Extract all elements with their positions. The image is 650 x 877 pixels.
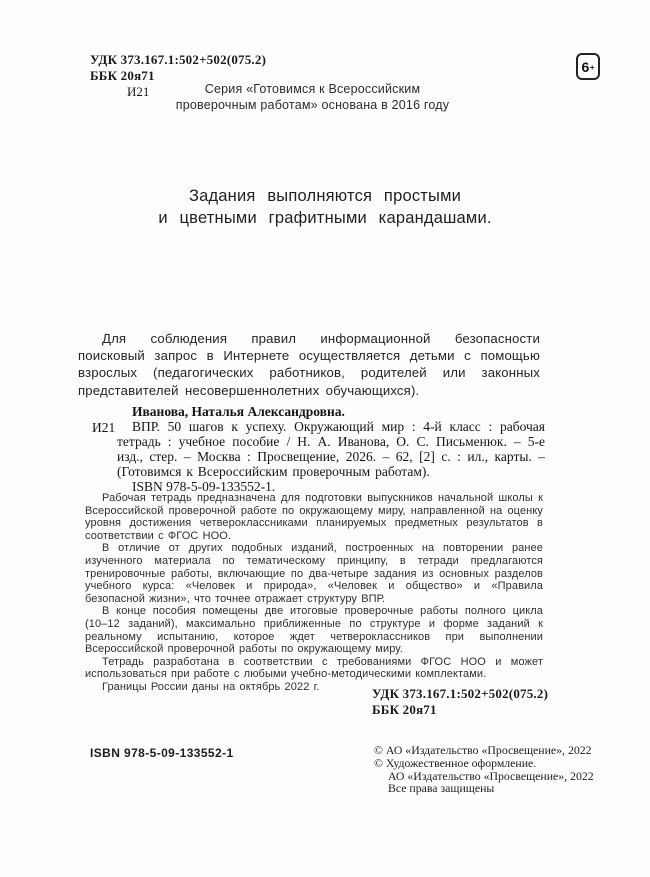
udk-bbk-bottom bbox=[372, 686, 548, 718]
annotation-paragraph: Тетрадь разработана в соответствии с требованиями ФГОС НОО и может использоваться при работе с любыми учебно-методическими комплектами. bbox=[85, 655, 543, 681]
annotation-paragraph: В отличие от других подобных изданий, построенных на повторении ранее изученного материала по тематическому принципу, в тетради предлагаются тренировочные работы, включающие по два-четыре задания из основных разделов учебного курса: «Человек и природа», «Человек и общество» и «Правила безопасной жизни», что точнее отражает структуру ВПР. bbox=[85, 542, 543, 605]
bib-author: Иванова, Наталья Александровна. bbox=[132, 404, 345, 419]
bbk-code: ББК 20я71 bbox=[372, 702, 437, 717]
info-security-paragraph: Для соблюдения правил информационной безопасности поисковый запрос в Интернете осуществляется детьми с помощью взрослых (педагогических работников, родителей или законных представителей несовершеннолетних обучающихся). bbox=[78, 331, 540, 398]
series-line: Серия «Готовимся к Всероссийским bbox=[204, 82, 421, 96]
copyright-line: © Художественное оформление. bbox=[374, 755, 537, 770]
series-line: проверочным работам» основана в 2016 году bbox=[175, 97, 450, 112]
udk-code: УДК 373.167.1:502+502(075.2) bbox=[372, 686, 549, 701]
bib-description: ВПР. 50 шагов к успеху. Окружающий мир : 4-й класс : рабочая тетрадь : учебное пособие / Н. А. Иванова, О. С. Письменюк. – 5-е изд., стер. – Москва : Просвещение, 2026. – 62, [2] с. : ил., карты. – (Готовимся к Всероссийским проверочным работам). bbox=[117, 418, 545, 479]
copyright-line: © АО «Издательство «Просвещение», 2022 bbox=[374, 743, 592, 757]
bibliographic-entry bbox=[117, 405, 545, 494]
bbk-code: ББК 20я71 bbox=[90, 67, 155, 83]
isbn-bottom: ISBN 978-5-09-133552-1 bbox=[90, 746, 234, 760]
copyright-line: Все права защищены bbox=[388, 781, 495, 796]
annotation-paragraph: В конце пособия помещены две итоговые проверочные работы полного цикла (10–12 заданий), максимально приближенные по структуре и форме заданий к реальному испытанию, которое ждет четвероклассников при выполнении Всероссийской проверочной работы по окружающему миру. bbox=[85, 605, 543, 656]
annotation bbox=[85, 492, 543, 694]
pencils-notice bbox=[60, 185, 590, 229]
age-plus: + bbox=[589, 63, 595, 72]
notice-line: и цветными графитными карандашами. bbox=[158, 209, 492, 227]
age-digit: 6 bbox=[581, 58, 590, 75]
author-sign-bib: И21 bbox=[92, 420, 116, 435]
copyright-block bbox=[374, 744, 594, 795]
age-restriction-badge bbox=[576, 53, 600, 80]
udk-code: УДК 373.167.1:502+502(075.2) bbox=[90, 52, 267, 67]
annotation-paragraph: Границы России даны на октябрь 2022 г. bbox=[102, 680, 320, 693]
udk-bbk-top bbox=[90, 52, 266, 83]
annotation-paragraph: Рабочая тетрадь предназначена для подготовки выпускников начальной школы к Всероссийской проверочной работе по окружающему миру, направленной на оценку уровня достижения четвероклассниками планируемых предметных результатов в соответствии с ФГОС НОО. bbox=[85, 492, 543, 542]
bib-isbn: ISBN 978-5-09-133552-1. bbox=[132, 478, 276, 494]
copyright-line: АО «Издательство «Просвещение», 2022 bbox=[388, 768, 594, 783]
series-note bbox=[90, 82, 535, 113]
notice-line: Задания выполняются простыми bbox=[188, 187, 462, 205]
author-sign-top: И21 bbox=[127, 84, 150, 99]
